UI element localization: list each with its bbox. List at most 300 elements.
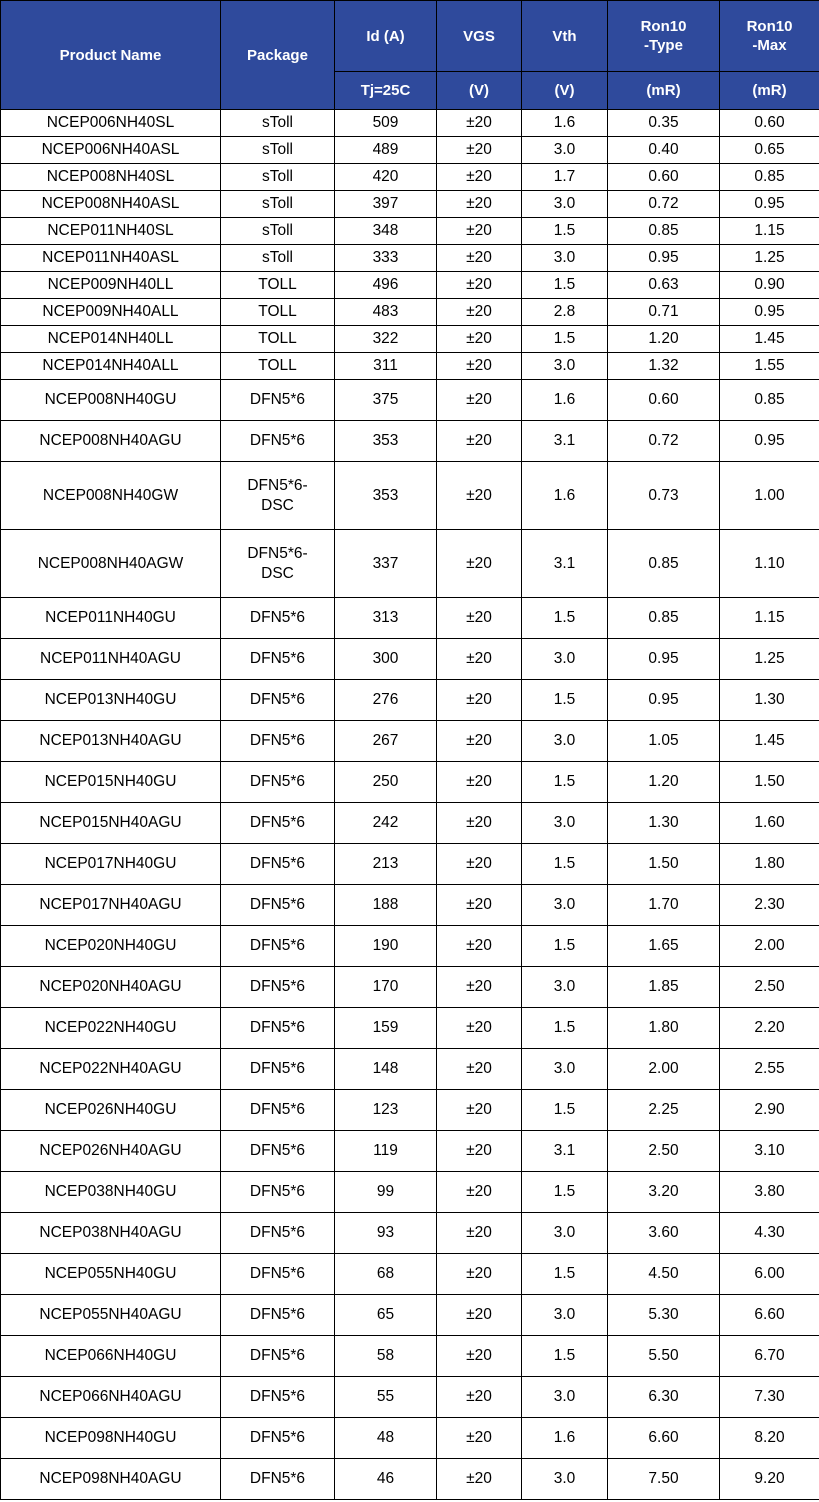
product-name-cell: NCEP017NH40GU xyxy=(1,844,221,885)
ron-type-cell: 0.60 xyxy=(608,380,720,421)
package-cell: TOLL xyxy=(221,299,335,326)
vgs-cell: ±20 xyxy=(437,598,522,639)
ron-type-cell: 0.72 xyxy=(608,421,720,462)
table-row xyxy=(1,110,819,137)
id-cell: 159 xyxy=(335,1008,437,1049)
table-row xyxy=(1,272,819,299)
package-cell: DFN5*6 xyxy=(221,885,335,926)
header-vgs: VGS xyxy=(437,1,522,72)
product-name-cell: NCEP066NH40GU xyxy=(1,1336,221,1377)
ron-max-cell: 9.20 xyxy=(720,1459,819,1500)
id-cell: 242 xyxy=(335,803,437,844)
vth-cell: 1.5 xyxy=(522,1008,608,1049)
table-row xyxy=(1,1377,819,1418)
product-name-cell: NCEP008NH40AGW xyxy=(1,530,221,598)
product-name-cell: NCEP022NH40GU xyxy=(1,1008,221,1049)
vgs-cell: ±20 xyxy=(437,762,522,803)
vth-cell: 3.1 xyxy=(522,1131,608,1172)
header-ron-max-line1: Ron10 xyxy=(746,18,793,35)
table-row xyxy=(1,680,819,721)
vth-cell: 1.5 xyxy=(522,598,608,639)
ron-type-cell: 0.35 xyxy=(608,110,720,137)
product-name-cell: NCEP011NH40AGU xyxy=(1,639,221,680)
vgs-cell: ±20 xyxy=(437,218,522,245)
vth-cell: 1.5 xyxy=(522,844,608,885)
table-row xyxy=(1,299,819,326)
ron-type-cell: 3.20 xyxy=(608,1172,720,1213)
vth-cell: 1.5 xyxy=(522,1336,608,1377)
ron-type-cell: 2.50 xyxy=(608,1131,720,1172)
product-name-cell: NCEP020NH40AGU xyxy=(1,967,221,1008)
vgs-cell: ±20 xyxy=(437,967,522,1008)
ron-max-cell: 0.95 xyxy=(720,299,819,326)
package-cell: sToll xyxy=(221,245,335,272)
vgs-cell: ±20 xyxy=(437,1418,522,1459)
ron-max-cell: 2.55 xyxy=(720,1049,819,1090)
vgs-cell: ±20 xyxy=(437,530,522,598)
ron-max-cell: 1.45 xyxy=(720,326,819,353)
ron-max-cell: 1.10 xyxy=(720,530,819,598)
product-name-cell: NCEP055NH40AGU xyxy=(1,1295,221,1336)
product-name-cell: NCEP038NH40AGU xyxy=(1,1213,221,1254)
product-name-cell: NCEP006NH40ASL xyxy=(1,137,221,164)
id-cell: 509 xyxy=(335,110,437,137)
ron-max-cell: 6.70 xyxy=(720,1336,819,1377)
ron-type-cell: 1.30 xyxy=(608,803,720,844)
product-name-cell: NCEP008NH40ASL xyxy=(1,191,221,218)
vgs-cell: ±20 xyxy=(437,803,522,844)
product-name-cell: NCEP011NH40SL xyxy=(1,218,221,245)
id-cell: 313 xyxy=(335,598,437,639)
id-cell: 348 xyxy=(335,218,437,245)
ron-max-cell: 1.00 xyxy=(720,462,819,530)
header-package: Package xyxy=(221,1,335,110)
ron-max-cell: 2.20 xyxy=(720,1008,819,1049)
vgs-cell: ±20 xyxy=(437,1377,522,1418)
table-row xyxy=(1,885,819,926)
ron-type-cell: 0.95 xyxy=(608,245,720,272)
product-name-cell: NCEP009NH40LL xyxy=(1,272,221,299)
ron-type-cell: 1.70 xyxy=(608,885,720,926)
product-name-cell: NCEP015NH40AGU xyxy=(1,803,221,844)
vth-cell: 1.5 xyxy=(522,272,608,299)
ron-type-cell: 1.20 xyxy=(608,326,720,353)
vgs-cell: ±20 xyxy=(437,1090,522,1131)
ron-type-cell: 3.60 xyxy=(608,1213,720,1254)
ron-type-cell: 2.25 xyxy=(608,1090,720,1131)
ron-max-cell: 1.15 xyxy=(720,598,819,639)
ron-type-cell: 0.85 xyxy=(608,530,720,598)
vgs-cell: ±20 xyxy=(437,1172,522,1213)
vgs-cell: ±20 xyxy=(437,680,522,721)
vth-cell: 1.5 xyxy=(522,1090,608,1131)
table-row xyxy=(1,1213,819,1254)
id-cell: 353 xyxy=(335,421,437,462)
product-name-cell: NCEP022NH40AGU xyxy=(1,1049,221,1090)
package-cell: DFN5*6-DSC xyxy=(221,530,335,598)
id-cell: 483 xyxy=(335,299,437,326)
table-row xyxy=(1,462,819,530)
header-ron-max xyxy=(720,1,819,72)
product-name-cell: NCEP008NH40SL xyxy=(1,164,221,191)
ron-type-cell: 0.85 xyxy=(608,598,720,639)
vth-cell: 1.6 xyxy=(522,110,608,137)
vgs-cell: ±20 xyxy=(437,1131,522,1172)
table-row xyxy=(1,967,819,1008)
header-product-name: Product Name xyxy=(1,1,221,110)
table-row xyxy=(1,598,819,639)
package-cell: TOLL xyxy=(221,353,335,380)
ron-max-cell: 1.60 xyxy=(720,803,819,844)
ron-max-cell: 2.30 xyxy=(720,885,819,926)
package-cell: DFN5*6 xyxy=(221,598,335,639)
vgs-cell: ±20 xyxy=(437,885,522,926)
package-cell: DFN5*6 xyxy=(221,1336,335,1377)
package-cell: DFN5*6 xyxy=(221,1049,335,1090)
ron-max-cell: 1.25 xyxy=(720,639,819,680)
id-cell: 46 xyxy=(335,1459,437,1500)
vth-cell: 3.0 xyxy=(522,1049,608,1090)
vgs-cell: ±20 xyxy=(437,353,522,380)
table-row xyxy=(1,1254,819,1295)
vth-cell: 3.0 xyxy=(522,1213,608,1254)
id-cell: 148 xyxy=(335,1049,437,1090)
package-cell: DFN5*6 xyxy=(221,1418,335,1459)
header-ron-type-unit: (mR) xyxy=(608,72,720,110)
id-cell: 496 xyxy=(335,272,437,299)
id-cell: 300 xyxy=(335,639,437,680)
vth-cell: 3.0 xyxy=(522,639,608,680)
vth-cell: 1.5 xyxy=(522,1172,608,1213)
id-cell: 188 xyxy=(335,885,437,926)
vth-cell: 1.5 xyxy=(522,326,608,353)
ron-type-cell: 0.63 xyxy=(608,272,720,299)
package-cell: DFN5*6 xyxy=(221,1008,335,1049)
table-row xyxy=(1,1172,819,1213)
ron-max-cell: 1.30 xyxy=(720,680,819,721)
package-cell: TOLL xyxy=(221,272,335,299)
vth-cell: 3.0 xyxy=(522,721,608,762)
ron-type-cell: 1.20 xyxy=(608,762,720,803)
vth-cell: 1.7 xyxy=(522,164,608,191)
vth-cell: 3.0 xyxy=(522,137,608,164)
package-cell: DFN5*6 xyxy=(221,680,335,721)
package-cell: DFN5*6 xyxy=(221,926,335,967)
ron-max-cell: 1.25 xyxy=(720,245,819,272)
vth-cell: 3.0 xyxy=(522,191,608,218)
package-cell: DFN5*6 xyxy=(221,639,335,680)
id-cell: 65 xyxy=(335,1295,437,1336)
table-row xyxy=(1,1049,819,1090)
package-cell: sToll xyxy=(221,191,335,218)
id-cell: 68 xyxy=(335,1254,437,1295)
product-name-cell: NCEP038NH40GU xyxy=(1,1172,221,1213)
vth-cell: 3.0 xyxy=(522,1295,608,1336)
package-cell: DFN5*6 xyxy=(221,1090,335,1131)
header-id: Id (A) xyxy=(335,1,437,72)
vgs-cell: ±20 xyxy=(437,926,522,967)
ron-max-cell: 1.45 xyxy=(720,721,819,762)
table-row xyxy=(1,353,819,380)
ron-max-cell: 2.90 xyxy=(720,1090,819,1131)
package-cell: DFN5*6 xyxy=(221,1377,335,1418)
ron-type-cell: 0.71 xyxy=(608,299,720,326)
id-cell: 333 xyxy=(335,245,437,272)
table-row xyxy=(1,1418,819,1459)
product-name-cell: NCEP055NH40GU xyxy=(1,1254,221,1295)
table-header xyxy=(1,1,819,110)
table-row xyxy=(1,639,819,680)
header-ron-type xyxy=(608,1,720,72)
id-cell: 250 xyxy=(335,762,437,803)
package-cell: DFN5*6 xyxy=(221,721,335,762)
table-row xyxy=(1,1090,819,1131)
ron-max-cell: 8.20 xyxy=(720,1418,819,1459)
vth-cell: 3.0 xyxy=(522,803,608,844)
id-cell: 375 xyxy=(335,380,437,421)
table-row xyxy=(1,1008,819,1049)
ron-max-cell: 7.30 xyxy=(720,1377,819,1418)
ron-max-cell: 1.50 xyxy=(720,762,819,803)
id-cell: 322 xyxy=(335,326,437,353)
id-cell: 489 xyxy=(335,137,437,164)
ron-type-cell: 2.00 xyxy=(608,1049,720,1090)
vgs-cell: ±20 xyxy=(437,421,522,462)
ron-type-cell: 0.60 xyxy=(608,164,720,191)
id-cell: 353 xyxy=(335,462,437,530)
ron-type-cell: 0.95 xyxy=(608,680,720,721)
vgs-cell: ±20 xyxy=(437,721,522,762)
ron-type-cell: 7.50 xyxy=(608,1459,720,1500)
package-cell: sToll xyxy=(221,110,335,137)
id-cell: 119 xyxy=(335,1131,437,1172)
vgs-cell: ±20 xyxy=(437,164,522,191)
ron-max-cell: 6.60 xyxy=(720,1295,819,1336)
table-row xyxy=(1,530,819,598)
package-cell: DFN5*6 xyxy=(221,1459,335,1500)
ron-type-cell: 4.50 xyxy=(608,1254,720,1295)
table-row xyxy=(1,164,819,191)
ron-max-cell: 0.90 xyxy=(720,272,819,299)
product-name-cell: NCEP013NH40AGU xyxy=(1,721,221,762)
header-vgs-unit: (V) xyxy=(437,72,522,110)
ron-max-cell: 0.60 xyxy=(720,110,819,137)
id-cell: 267 xyxy=(335,721,437,762)
id-cell: 213 xyxy=(335,844,437,885)
package-cell: sToll xyxy=(221,218,335,245)
id-cell: 170 xyxy=(335,967,437,1008)
ron-type-cell: 0.40 xyxy=(608,137,720,164)
ron-type-cell: 0.73 xyxy=(608,462,720,530)
ron-max-cell: 1.80 xyxy=(720,844,819,885)
id-cell: 190 xyxy=(335,926,437,967)
id-cell: 397 xyxy=(335,191,437,218)
ron-max-cell: 0.85 xyxy=(720,380,819,421)
id-cell: 93 xyxy=(335,1213,437,1254)
product-name-cell: NCEP020NH40GU xyxy=(1,926,221,967)
vgs-cell: ±20 xyxy=(437,844,522,885)
package-cell: DFN5*6 xyxy=(221,967,335,1008)
id-cell: 337 xyxy=(335,530,437,598)
ron-max-cell: 0.85 xyxy=(720,164,819,191)
ron-type-cell: 6.60 xyxy=(608,1418,720,1459)
ron-max-cell: 0.95 xyxy=(720,191,819,218)
vth-cell: 1.6 xyxy=(522,1418,608,1459)
product-name-cell: NCEP026NH40AGU xyxy=(1,1131,221,1172)
package-cell: DFN5*6 xyxy=(221,803,335,844)
product-name-cell: NCEP009NH40ALL xyxy=(1,299,221,326)
header-vth-unit: (V) xyxy=(522,72,608,110)
ron-max-cell: 0.95 xyxy=(720,421,819,462)
table-body xyxy=(1,110,819,1500)
id-cell: 99 xyxy=(335,1172,437,1213)
ron-max-cell: 0.65 xyxy=(720,137,819,164)
ron-type-cell: 0.72 xyxy=(608,191,720,218)
product-name-cell: NCEP011NH40GU xyxy=(1,598,221,639)
table-row xyxy=(1,326,819,353)
table-row xyxy=(1,137,819,164)
ron-max-cell: 1.55 xyxy=(720,353,819,380)
package-cell: DFN5*6 xyxy=(221,1172,335,1213)
product-name-cell: NCEP098NH40AGU xyxy=(1,1459,221,1500)
ron-type-cell: 1.50 xyxy=(608,844,720,885)
vth-cell: 3.1 xyxy=(522,530,608,598)
id-cell: 48 xyxy=(335,1418,437,1459)
product-name-cell: NCEP017NH40AGU xyxy=(1,885,221,926)
product-name-cell: NCEP008NH40GW xyxy=(1,462,221,530)
id-cell: 55 xyxy=(335,1377,437,1418)
table-row xyxy=(1,926,819,967)
ron-type-cell: 6.30 xyxy=(608,1377,720,1418)
package-cell: DFN5*6 xyxy=(221,1213,335,1254)
id-cell: 311 xyxy=(335,353,437,380)
ron-type-cell: 5.30 xyxy=(608,1295,720,1336)
ron-max-cell: 2.00 xyxy=(720,926,819,967)
product-name-cell: NCEP008NH40GU xyxy=(1,380,221,421)
vth-cell: 3.0 xyxy=(522,967,608,1008)
table-row xyxy=(1,844,819,885)
vth-cell: 3.0 xyxy=(522,885,608,926)
header-ron-type-line2: -Type xyxy=(644,37,683,54)
ron-type-cell: 1.05 xyxy=(608,721,720,762)
vth-cell: 1.5 xyxy=(522,1254,608,1295)
vgs-cell: ±20 xyxy=(437,380,522,421)
vth-cell: 3.1 xyxy=(522,421,608,462)
vth-cell: 1.5 xyxy=(522,762,608,803)
vth-cell: 3.0 xyxy=(522,1459,608,1500)
ron-type-cell: 1.80 xyxy=(608,1008,720,1049)
vgs-cell: ±20 xyxy=(437,639,522,680)
ron-max-cell: 1.15 xyxy=(720,218,819,245)
table-row xyxy=(1,1131,819,1172)
header-vth: Vth xyxy=(522,1,608,72)
package-cell: DFN5*6 xyxy=(221,844,335,885)
ron-max-cell: 2.50 xyxy=(720,967,819,1008)
id-cell: 58 xyxy=(335,1336,437,1377)
package-cell: sToll xyxy=(221,164,335,191)
product-name-cell: NCEP014NH40LL xyxy=(1,326,221,353)
package-cell: DFN5*6 xyxy=(221,1254,335,1295)
package-cell: sToll xyxy=(221,137,335,164)
product-name-cell: NCEP014NH40ALL xyxy=(1,353,221,380)
vth-cell: 2.8 xyxy=(522,299,608,326)
id-cell: 420 xyxy=(335,164,437,191)
vth-cell: 1.5 xyxy=(522,680,608,721)
table-row xyxy=(1,721,819,762)
package-cell: DFN5*6 xyxy=(221,1295,335,1336)
table-row xyxy=(1,762,819,803)
vgs-cell: ±20 xyxy=(437,1336,522,1377)
product-name-cell: NCEP013NH40GU xyxy=(1,680,221,721)
ron-max-cell: 4.30 xyxy=(720,1213,819,1254)
product-name-cell: NCEP066NH40AGU xyxy=(1,1377,221,1418)
table-row xyxy=(1,1295,819,1336)
vgs-cell: ±20 xyxy=(437,1213,522,1254)
vgs-cell: ±20 xyxy=(437,272,522,299)
product-name-cell: NCEP008NH40AGU xyxy=(1,421,221,462)
package-cell: DFN5*6-DSC xyxy=(221,462,335,530)
table-row xyxy=(1,191,819,218)
vgs-cell: ±20 xyxy=(437,110,522,137)
table-row xyxy=(1,1459,819,1500)
ron-max-cell: 6.00 xyxy=(720,1254,819,1295)
ron-type-cell: 1.32 xyxy=(608,353,720,380)
product-name-cell: NCEP011NH40ASL xyxy=(1,245,221,272)
id-cell: 123 xyxy=(335,1090,437,1131)
vth-cell: 1.5 xyxy=(522,218,608,245)
vgs-cell: ±20 xyxy=(437,1008,522,1049)
ron-type-cell: 1.65 xyxy=(608,926,720,967)
vth-cell: 3.0 xyxy=(522,1377,608,1418)
package-cell: DFN5*6 xyxy=(221,762,335,803)
ron-type-cell: 5.50 xyxy=(608,1336,720,1377)
vgs-cell: ±20 xyxy=(437,1049,522,1090)
vth-cell: 1.6 xyxy=(522,462,608,530)
table-row xyxy=(1,421,819,462)
vth-cell: 3.0 xyxy=(522,245,608,272)
ron-type-cell: 0.95 xyxy=(608,639,720,680)
vgs-cell: ±20 xyxy=(437,326,522,353)
product-name-cell: NCEP026NH40GU xyxy=(1,1090,221,1131)
table-row xyxy=(1,245,819,272)
header-id-unit: Tj=25C xyxy=(335,72,437,110)
ron-type-cell: 0.85 xyxy=(608,218,720,245)
vgs-cell: ±20 xyxy=(437,245,522,272)
table-row xyxy=(1,803,819,844)
vth-cell: 1.5 xyxy=(522,926,608,967)
table-row xyxy=(1,380,819,421)
header-ron-max-unit: (mR) xyxy=(720,72,819,110)
vgs-cell: ±20 xyxy=(437,1254,522,1295)
ron-max-cell: 3.10 xyxy=(720,1131,819,1172)
product-name-cell: NCEP006NH40SL xyxy=(1,110,221,137)
vgs-cell: ±20 xyxy=(437,299,522,326)
table-row xyxy=(1,1336,819,1377)
vgs-cell: ±20 xyxy=(437,191,522,218)
vgs-cell: ±20 xyxy=(437,1459,522,1500)
header-ron-max-line2: -Max xyxy=(752,37,787,54)
id-cell: 276 xyxy=(335,680,437,721)
package-cell: DFN5*6 xyxy=(221,380,335,421)
product-name-cell: NCEP015NH40GU xyxy=(1,762,221,803)
vgs-cell: ±20 xyxy=(437,137,522,164)
table-row xyxy=(1,218,819,245)
vth-cell: 3.0 xyxy=(522,353,608,380)
package-cell: DFN5*6 xyxy=(221,421,335,462)
package-cell: DFN5*6 xyxy=(221,1131,335,1172)
package-cell: TOLL xyxy=(221,326,335,353)
vth-cell: 1.6 xyxy=(522,380,608,421)
